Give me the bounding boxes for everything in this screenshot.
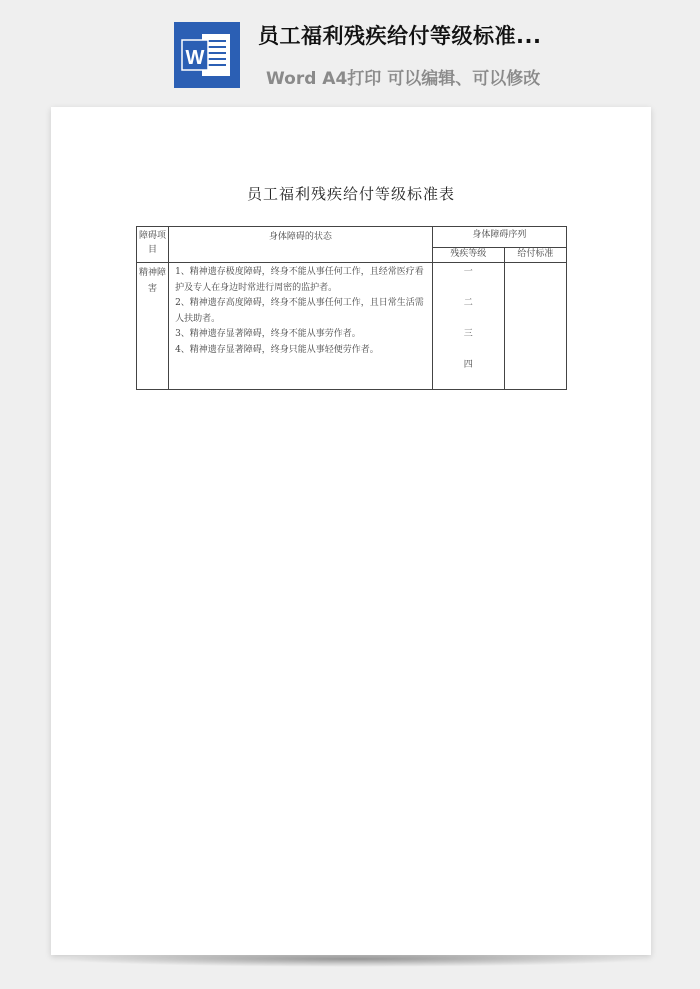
state-item: 4、精神遗存显著障碍，终身只能从事轻便劳作者。 <box>175 344 379 355</box>
disability-table <box>136 226 567 390</box>
word-document-icon <box>174 22 240 88</box>
document-page <box>51 107 651 955</box>
standard-cell <box>504 263 566 390</box>
item-cell: 精神障害 <box>137 263 169 390</box>
header <box>0 0 700 100</box>
level-cell <box>432 263 504 390</box>
header-sequence: 身体障碍序列 <box>432 227 566 248</box>
header-state: 身体障碍的状态 <box>169 227 433 263</box>
level-value: 一 <box>463 267 473 277</box>
page-title: 员工福利残疾给付等级标准... <box>258 24 542 48</box>
state-cell <box>169 263 433 390</box>
state-item: 3、精神遗存显著障碍，终身不能从事劳作者。 <box>175 329 361 339</box>
level-value: 二 <box>463 298 473 308</box>
document-title: 员工福利残疾给付等级标准表 <box>246 185 455 203</box>
header-standard: 给付标准 <box>504 247 566 262</box>
table-row <box>137 263 567 390</box>
page-subtitle: Word A4打印 可以编辑、可以修改 <box>266 69 541 89</box>
level-value: 四 <box>463 360 473 370</box>
header-level: 残疾等级 <box>432 247 504 262</box>
level-value: 三 <box>463 329 473 339</box>
state-item: 2、精神遗存高度障碍，终身不能从事任何工作，且日常生活需人扶助者。 <box>175 298 424 324</box>
header-item: 障碍项目 <box>137 227 169 263</box>
word-icon-letter: W <box>185 47 205 69</box>
state-item: 1、精神遗存极度障碍，终身不能从事任何工作，且经常医疗看护及专人在身边时常进行周密的监护者。 <box>175 267 424 293</box>
